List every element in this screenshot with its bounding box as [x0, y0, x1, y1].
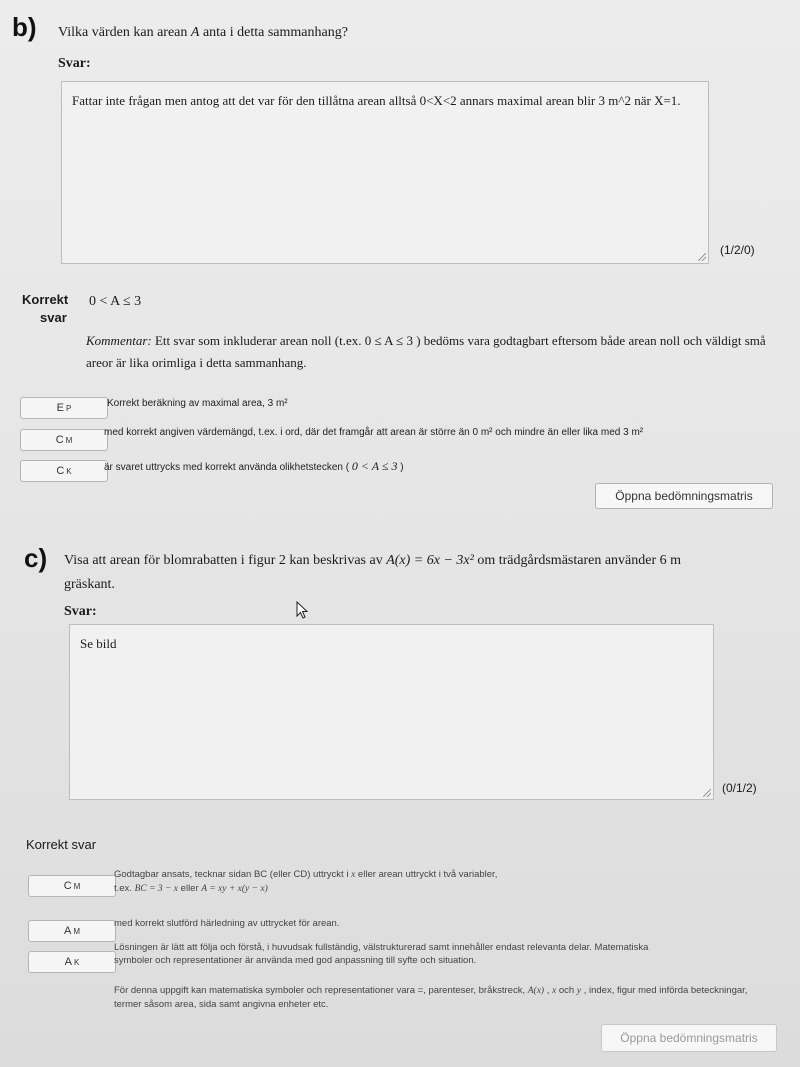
criteria-badge-cm[interactable]: C M: [20, 429, 108, 451]
open-matrix-button-c[interactable]: Öppna bedömningsmatris: [601, 1024, 777, 1052]
comment-b: Kommentar: Ett svar som inkluderar arean noll (t.ex. 0 ≤ A ≤ 3 ) bedöms vara godtagbart eftersom både arean noll och väldigt små areor är lika orimliga i detta sammanhang.: [86, 333, 766, 370]
criteria-text-cm: med korrekt angiven värdemängd, t.ex. i ord, där det framgår att arean är större än 0 m² och mindre än eller lika med 3 m²: [104, 427, 644, 438]
question-b-text: Vilka värden kan arean A anta i detta sammanhang?: [58, 25, 348, 40]
resize-handle-icon[interactable]: [698, 253, 706, 261]
score-b: (1/2/0): [720, 243, 755, 257]
score-c: (0/1/2): [722, 781, 757, 795]
answer-text-c: Se bild: [80, 636, 117, 651]
svar-label-b: Svar:: [58, 56, 91, 71]
korrekt-label-b: Korrekt: [22, 292, 69, 307]
section-b-label: b): [12, 12, 37, 42]
question-c-text: Visa att arean för blomrabatten i figur 2 kan beskrivas av A(x) = 6x − 3x² om trädgårdsmästaren använder 6 m gräskant.: [64, 553, 682, 592]
criteria-text-c-am: med korrekt slutförd härledning av uttrycket för arean.: [114, 918, 340, 929]
criteria-badge-ep[interactable]: E P: [20, 397, 108, 419]
criteria-text-c-ak: Lösningen är lätt att följa och förstå, i huvudsak fullständig, välstrukturerad samt innehåller endast relevanta delar. Matematiska symboler och representationer är använda med god anpassning till syfte och situation.: [114, 942, 649, 966]
open-matrix-button-b[interactable]: Öppna bedömningsmatris: [595, 483, 773, 509]
criteria-badge-c-cm[interactable]: C M: [28, 875, 116, 897]
korrekt-label-c: Korrekt svar: [26, 837, 97, 852]
section-c-label: c): [24, 543, 48, 573]
svar-label-c: Svar:: [64, 604, 97, 619]
criteria-text-c-cm: Godtagbar ansats, tecknar sidan BC (eller CD) uttryckt i x eller arean uttryckt i två variabler, t.ex. BC = 3 − x eller A = xy + x(y − x): [114, 869, 498, 894]
answer-box-b[interactable]: [61, 81, 709, 264]
note-c: För denna uppgift kan matematiska symboler och representationer vara =, parenteser, bråkstreck, A(x) , x och y , index, figur med införda beteckningar, termer såsom area, sida samt angivna enheter etc.: [114, 985, 748, 1010]
criteria-badge-c-am[interactable]: A M: [28, 920, 116, 942]
answer-text-b: Fattar inte frågan men antog att det var för den tillåtna arean alltså 0<X<2 annars maximal arean blir 3 m^2 när X=1.: [72, 93, 681, 108]
criteria-text-ck: är svaret uttrycks med korrekt använda olikhetstecken ( 0 < A ≤ 3 ): [104, 459, 404, 473]
answer-box-c[interactable]: [69, 624, 714, 800]
korrekt-label-b-svar: svar: [40, 310, 67, 325]
resize-handle-icon[interactable]: [703, 789, 711, 797]
criteria-text-ep: Korrekt beräkning av maximal area, 3 m²: [107, 398, 288, 409]
criteria-badge-c-ak[interactable]: A K: [28, 951, 116, 973]
criteria-badge-ck[interactable]: C K: [20, 460, 108, 482]
mouse-cursor-icon: [296, 601, 308, 619]
korrekt-value-b: 0 < A ≤ 3: [89, 294, 142, 309]
